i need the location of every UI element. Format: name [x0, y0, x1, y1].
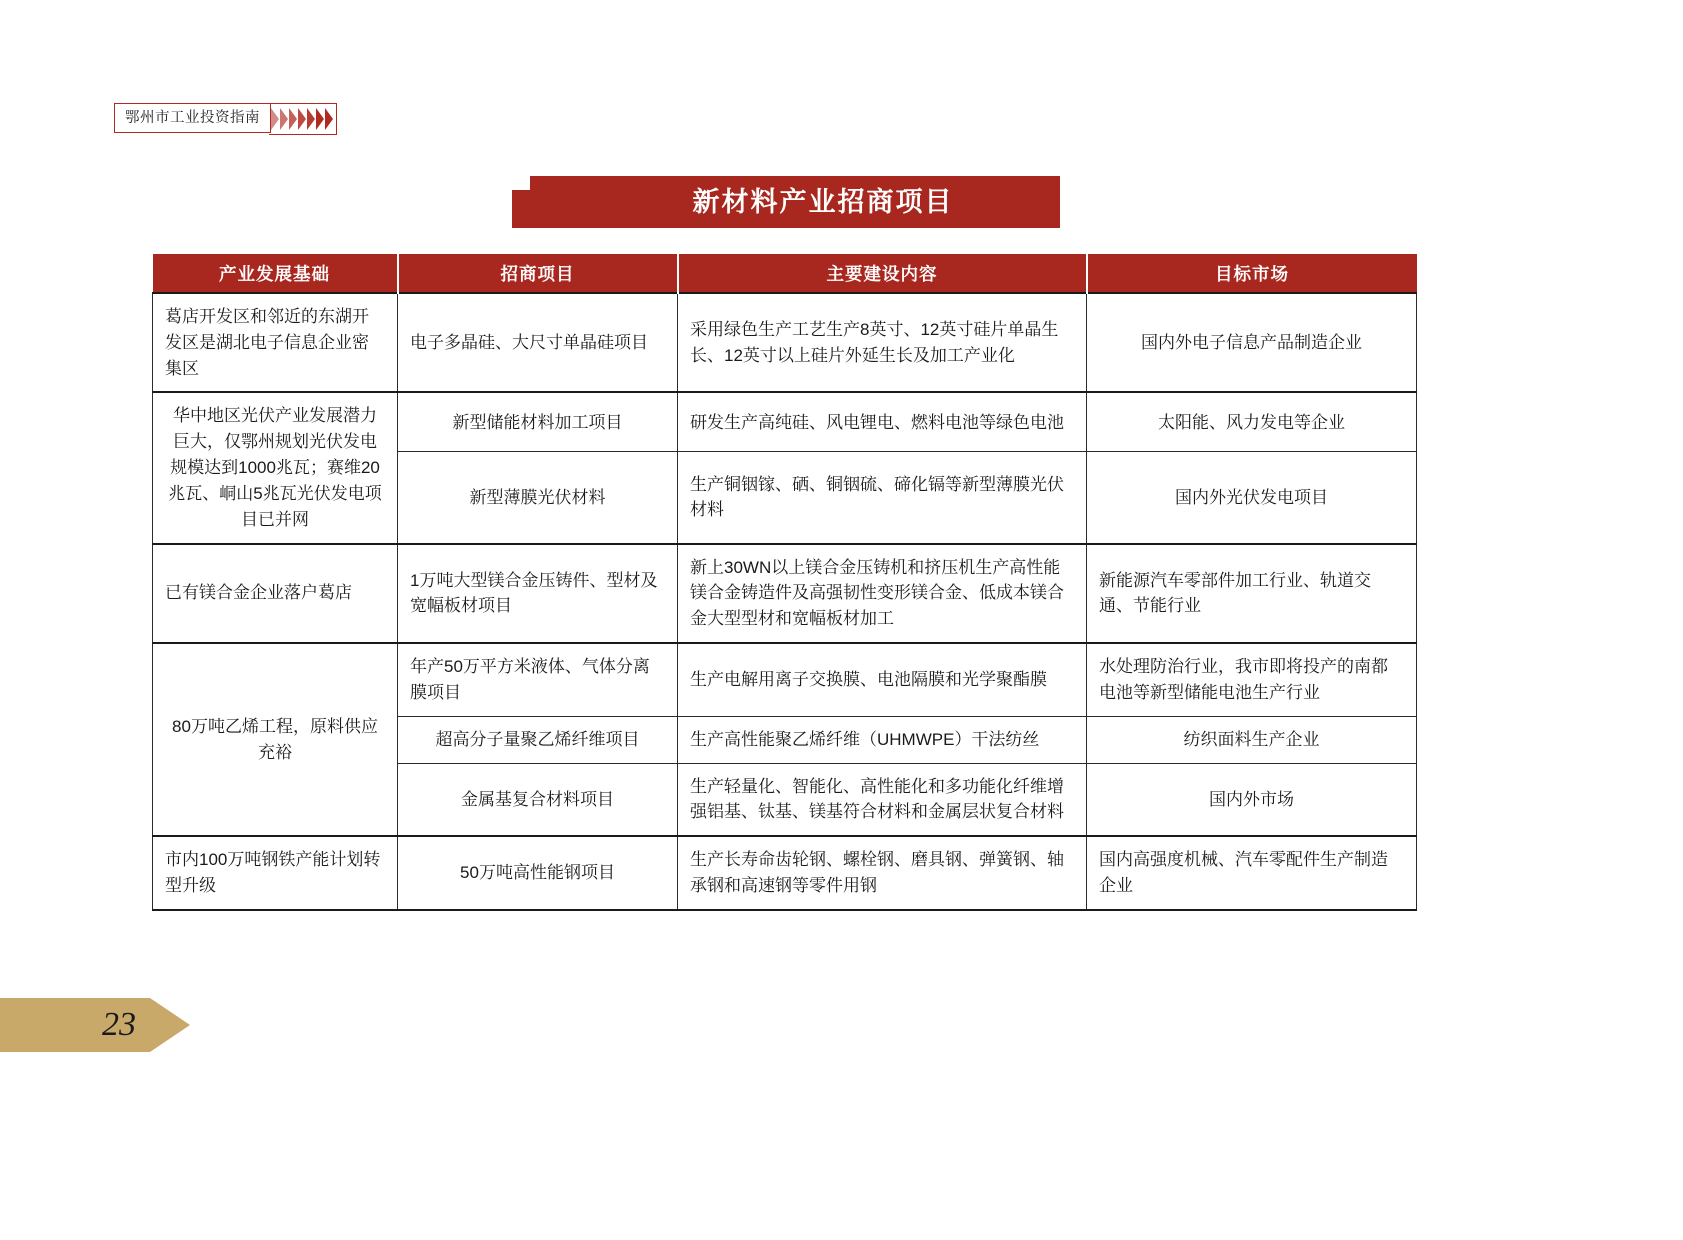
- table-row: [153, 392, 1417, 451]
- chevron-right-icon: [316, 108, 324, 130]
- banner-body: [530, 176, 1060, 228]
- cell-project: 新型薄膜光伏材料: [398, 452, 678, 544]
- cell-main-content: 研发生产高纯硅、风电锂电、燃料电池等绿色电池: [678, 392, 1087, 451]
- running-header: [114, 103, 337, 133]
- chevron-right-icon: [325, 108, 333, 130]
- column-header-project: 招商项目: [398, 254, 678, 293]
- cell-target-market: 国内外光伏发电项目: [1087, 452, 1417, 544]
- column-header-main-content: 主要建设内容: [678, 254, 1087, 293]
- cell-industry-basis: 已有镁合金企业落户葛店: [153, 544, 398, 643]
- cell-main-content: 生产长寿命齿轮钢、螺栓钢、磨具钢、弹簧钢、轴承钢和高速钢等零件用钢: [678, 836, 1087, 910]
- cell-project: 50万吨高性能钢项目: [398, 836, 678, 910]
- chevron-right-icon: [271, 108, 279, 130]
- chevron-right-icon: [307, 108, 315, 130]
- cell-main-content: 新上30WN以上镁合金压铸机和挤压机生产高性能镁合金铸造件及高强韧性变形镁合金、低成本镁合金大型型材和宽幅板材加工: [678, 544, 1087, 643]
- table-row: [153, 643, 1417, 716]
- cell-project: 金属基复合材料项目: [398, 763, 678, 836]
- cell-main-content: 采用绿色生产工艺生产8英寸、12英寸硅片单晶生长、12英寸以上硅片外延生长及加工产业化: [678, 293, 1087, 392]
- column-header-target-market: 目标市场: [1087, 254, 1417, 293]
- table-row: [153, 544, 1417, 643]
- cell-industry-basis: 葛店开发区和邻近的东湖开发区是湖北电子信息企业密集区: [153, 293, 398, 392]
- cell-industry-basis: 80万吨乙烯工程，原料供应充裕: [153, 643, 398, 836]
- title-banner: [512, 176, 1060, 228]
- running-header-label: 鄂州市工业投资指南: [125, 109, 260, 126]
- page-number-footer: [0, 998, 190, 1052]
- page-number: 23: [102, 1006, 136, 1043]
- cell-project: 新型储能材料加工项目: [398, 392, 678, 451]
- projects-table-wrapper: [152, 254, 1416, 911]
- cell-industry-basis: 华中地区光伏产业发展潜力巨大，仅鄂州规划光伏发电规模达到1000兆瓦；赛维20兆瓦、峒山5兆瓦光伏发电项目已并网: [153, 392, 398, 543]
- chevron-right-icon: [289, 108, 297, 130]
- column-header-industry-basis: 产业发展基础: [153, 254, 398, 293]
- cell-project: 1万吨大型镁合金压铸件、型材及宽幅板材项目: [398, 544, 678, 643]
- cell-target-market: 国内外电子信息产品制造企业: [1087, 293, 1417, 392]
- chevron-decoration: [269, 103, 337, 135]
- cell-target-market: 纺织面料生产企业: [1087, 716, 1417, 763]
- cell-project: 年产50万平方米液体、气体分离膜项目: [398, 643, 678, 716]
- cell-main-content: 生产轻量化、智能化、高性能化和多功能化纤维增强铝基、钛基、镁基符合材料和金属层状复合材料: [678, 763, 1087, 836]
- table-body: [153, 293, 1417, 910]
- cell-target-market: 国内高强度机械、汽车零配件生产制造企业: [1087, 836, 1417, 910]
- cell-target-market: 水处理防治行业，我市即将投产的南都电池等新型储能电池生产行业: [1087, 643, 1417, 716]
- cell-main-content: 生产铜铟镓、硒、铜铟硫、碲化镉等新型薄膜光伏材料: [678, 452, 1087, 544]
- table-row: [153, 293, 1417, 392]
- cell-target-market: 新能源汽车零部件加工行业、轨道交通、节能行业: [1087, 544, 1417, 643]
- table-row: [153, 836, 1417, 910]
- cell-target-market: 太阳能、风力发电等企业: [1087, 392, 1417, 451]
- page-title: 新材料产业招商项目: [692, 186, 954, 217]
- cell-main-content: 生产电解用离子交换膜、电池隔膜和光学聚酯膜: [678, 643, 1087, 716]
- chevron-right-icon: [298, 108, 306, 130]
- page-number-arrow: [150, 998, 190, 1052]
- cell-target-market: 国内外市场: [1087, 763, 1417, 836]
- running-header-box: [114, 103, 271, 133]
- cell-project: 超高分子量聚乙烯纤维项目: [398, 716, 678, 763]
- cell-project: 电子多晶硅、大尺寸单晶硅项目: [398, 293, 678, 392]
- table-header-row: [153, 254, 1417, 293]
- cell-main-content: 生产高性能聚乙烯纤维（UHMWPE）干法纺丝: [678, 716, 1087, 763]
- chevron-right-icon: [280, 108, 288, 130]
- projects-table: [152, 254, 1417, 911]
- page-number-bar: [0, 998, 150, 1052]
- cell-industry-basis: 市内100万吨钢铁产能计划转型升级: [153, 836, 398, 910]
